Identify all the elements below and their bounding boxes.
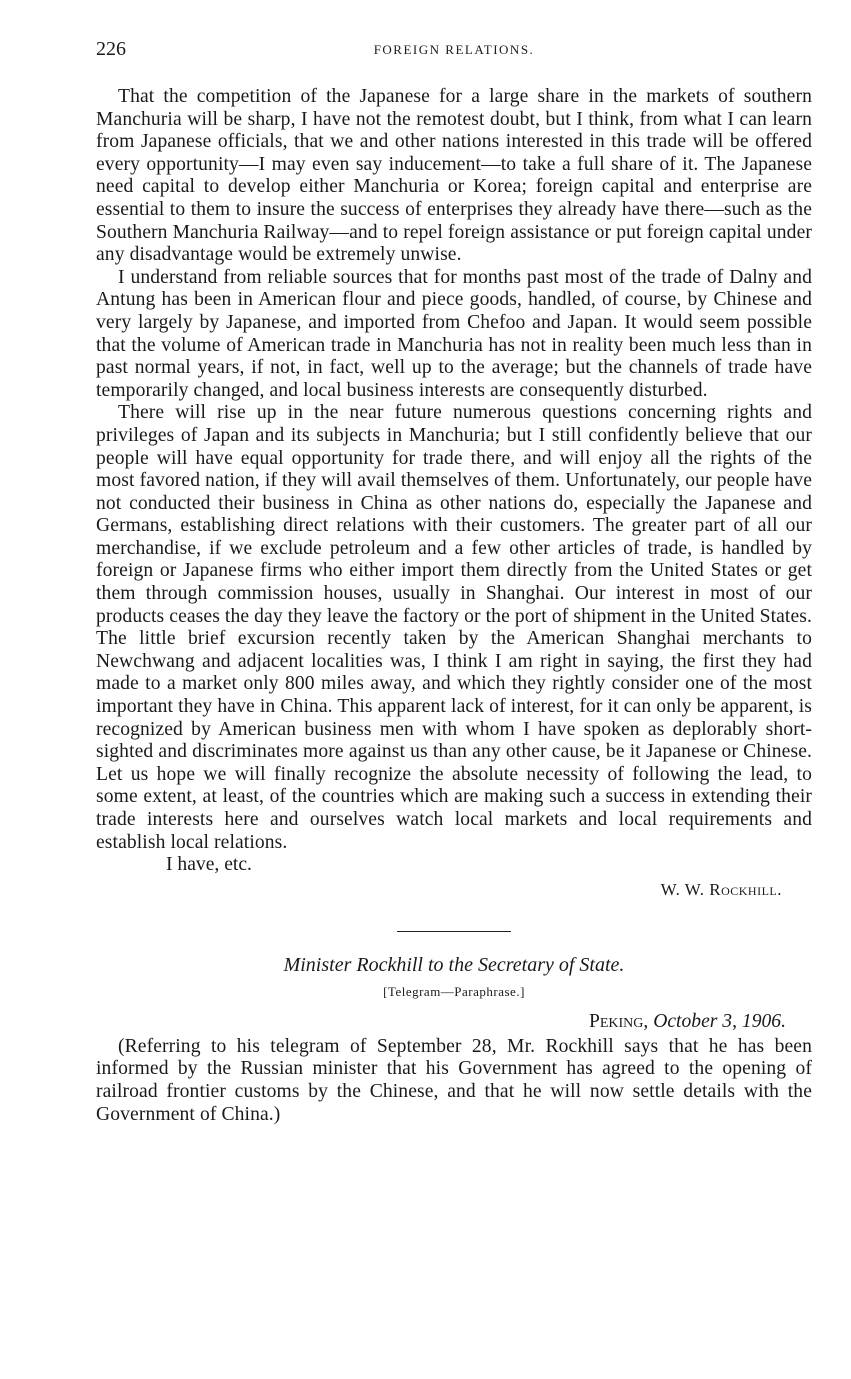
- telegram-section: [96, 952, 812, 1126]
- dateline-date: October 3, 1906.: [653, 1010, 786, 1032]
- paragraph-future-questions: There will rise up in the near future numerous questions concerning rights and privileges of Japan and its subjects in Manchuria; but I still confidently believe that our people will have equal opportunity for trade there, and will enjoy all the rights of the most favored nation, if they will avail themselves of them. Unfortunately, our people have not conducted their business in China as other nations do, especially the Japanese and Germans, establishing direct relations with their customers. The greater part of all our merchandise, if we exclude petroleum and a few other articles of trade, is handled by foreign or Japanese firms who either import them directly from the United States or get them through commission houses, usually in Shanghai. Our interest in most of our products ceases the day they leave the factory or the port of shipment in the United States. The little brief excursion recently taken by the American Shanghai merchants to Newchwang and adjacent localities was, I think I am right in saying, the first they had made to a market only 800 miles away, and which they rightly consider one of the most important they have in China. This apparent lack of interest, for it can only be apparent, is recognized by American business men with whom I have spoken as deplorably short-sighted and discriminates more against us than any other cause, be it Japanese or Chinese. Let us hope we will finally recognize the absolute necessity of following the lead, to some extent, at least, of the countries which are making such a success in extending their trade interests here and ourselves watch local markets and local requirements and establish local relations.: [96, 402, 812, 853]
- letter-body: [96, 86, 812, 901]
- section-divider: [397, 931, 511, 932]
- telegram-subheading: [Telegram—Paraphrase.]: [383, 983, 525, 999]
- dateline: [96, 1010, 786, 1034]
- signature-surname: Rockhill.: [709, 879, 782, 899]
- paragraph-competition: That the competition of the Japanese for a large share in the markets of southern Manchuria will be sharp, I have not the remotest doubt, but I think, from what I can learn from Japanese officials, that we and other nations interested in this trade will be offered every opportunity—I may even say inducement—to take a full share of it. The Japanese need capital to develop either Manchuria or Korea; foreign capital and enterprise are essential to them to insure the success of enterprises they already have there—such as the Southern Manchuria Railway—and to repel foreign assistance or put foreign capital under any disadvantage would be extremely unwise.: [96, 86, 812, 266]
- closing-line: I have, etc.: [166, 854, 252, 876]
- telegram-text: (Referring to his telegram of September 28, Mr. Rockhill says that he has been informed by the Russian minister that his Government has agreed to the opening of railroad frontier customs by the Chinese, and that he will now settle details with the Government of China.): [96, 1035, 812, 1125]
- signature-initials: W. W.: [660, 879, 705, 899]
- signature: [96, 879, 782, 901]
- running-head: [96, 38, 812, 68]
- dateline-place: Peking,: [588, 1010, 649, 1032]
- document-page: [96, 38, 812, 1126]
- telegram-heading: Minister Rockhill to the Secretary of State.: [283, 953, 625, 976]
- paragraph-trade-sources: I understand from reliable sources that for months past most of the trade of Dalny and Antung has been in American flour and piece goods, handled, of course, by Chinese and very largely by Japanese, and imported from Chefoo and Japan. It would seem possible that the volume of American trade in Manchuria has not in reality been much less than in past normal years, if not, in fact, well up to the average; but the channels of trade have temporarily changed, and local business interests are consequently disturbed.: [96, 266, 812, 401]
- page-number: 226: [96, 38, 126, 60]
- running-title: FOREIGN RELATIONS.: [373, 42, 535, 57]
